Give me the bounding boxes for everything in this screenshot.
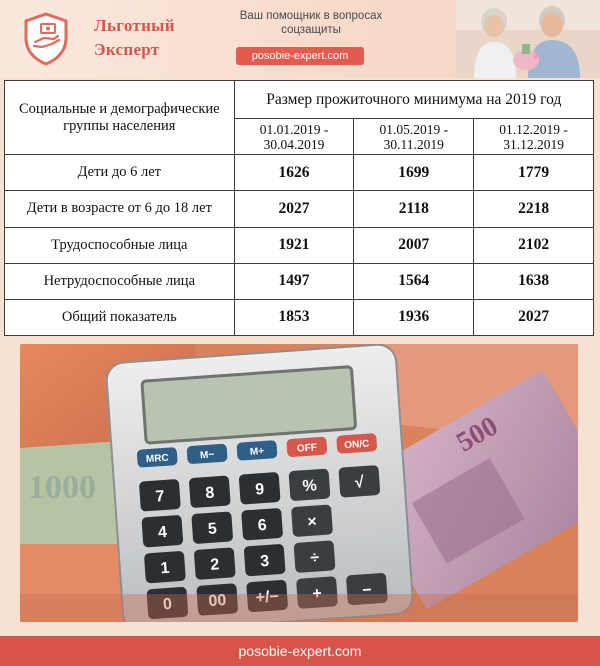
value-cell: 2007 (354, 227, 474, 263)
main-column-header: Размер прожиточного минимума на 2019 год (234, 81, 593, 119)
group-column-header: Социальные и демографические группы населения (5, 81, 235, 155)
value-cell: 1853 (234, 299, 354, 335)
calculator-key-label: OFF (296, 442, 318, 455)
row-label: Дети до 6 лет (5, 155, 235, 191)
calculator-key-label: ON/C (343, 438, 370, 452)
calculator-money-photo (20, 344, 578, 622)
calculator-key-label: M− (199, 449, 215, 462)
calculator-key-label: 5 (207, 520, 218, 539)
calculator-key-label: 0 (162, 595, 173, 614)
calculator-key-label: 8 (204, 484, 215, 503)
subsistence-minimum-table (4, 80, 594, 336)
footer-site-link[interactable]: posobie-expert.com (238, 643, 362, 659)
calculator-key-label: ÷ (309, 549, 320, 567)
table-row (5, 299, 594, 335)
svg-text:1000: 1000 (28, 469, 96, 506)
value-cell: 2118 (354, 191, 474, 227)
shield-logo-icon (22, 12, 70, 66)
value-cell: 2218 (474, 191, 594, 227)
calculator-key-label: 1 (159, 559, 171, 578)
brand-name-line2: Эксперт (94, 40, 160, 59)
period-header: 01.05.2019 - 30.11.2019 (354, 119, 474, 155)
calculator-key-label: M+ (249, 445, 265, 458)
row-label: Общий показатель (5, 299, 235, 335)
row-label: Нетрудоспособные лица (5, 263, 235, 299)
value-cell: 1936 (354, 299, 474, 335)
tagline (226, 9, 396, 37)
value-cell: 1638 (474, 263, 594, 299)
brand-name-line1: Льготный (94, 16, 175, 35)
value-cell: 1497 (234, 263, 354, 299)
value-cell: 1779 (474, 155, 594, 191)
elderly-couple-photo (456, 0, 600, 78)
calculator-key-label: 3 (259, 552, 270, 571)
banknote-denomination: 500 (451, 410, 504, 459)
table-header-row (5, 81, 594, 119)
subsistence-minimum-table-container (4, 80, 594, 336)
row-label: Дети в возрасте от 6 до 18 лет (5, 191, 235, 227)
site-link-button[interactable]: posobie-expert.com (236, 47, 364, 65)
calculator-key-label: × (306, 513, 318, 532)
table-row (5, 155, 594, 191)
period-header: 01.01.2019 - 30.04.2019 (234, 119, 354, 155)
calculator-key-label: 7 (154, 487, 166, 506)
row-label: Трудоспособные лица (5, 227, 235, 263)
calculator-key-label: √ (354, 474, 365, 492)
value-cell: 1921 (234, 227, 354, 263)
table-row (5, 263, 594, 299)
calculator-key-label: + (311, 585, 323, 603)
footer-bar (0, 636, 600, 666)
value-cell: 1564 (354, 263, 474, 299)
value-cell: 1699 (354, 155, 474, 191)
value-cell: 2102 (474, 227, 594, 263)
calculator-key-label: − (361, 581, 373, 600)
calculator-display (142, 367, 356, 443)
calculator-key-label: MRC (145, 452, 170, 466)
value-cell: 2027 (474, 299, 594, 335)
value-cell: 1626 (234, 155, 354, 191)
calculator-key-label: 4 (157, 523, 168, 542)
calculator-key-label: 00 (207, 591, 227, 611)
calculator-key-label: 9 (254, 481, 265, 499)
tagline-line1: Ваш помощник в вопросах (239, 10, 383, 22)
value-cell: 2027 (234, 191, 354, 227)
calculator-key-label: 6 (257, 516, 268, 535)
table-row (5, 227, 594, 263)
calculator-key-label: 2 (209, 556, 220, 574)
period-header: 01.12.2019 - 31.12.2019 (474, 119, 594, 155)
table-row (5, 191, 594, 227)
header-banner (0, 0, 600, 78)
calculator-key-label: % (301, 477, 318, 496)
tagline-line2: соцзащиты (281, 24, 341, 36)
calculator-key-label: +/− (255, 588, 280, 607)
